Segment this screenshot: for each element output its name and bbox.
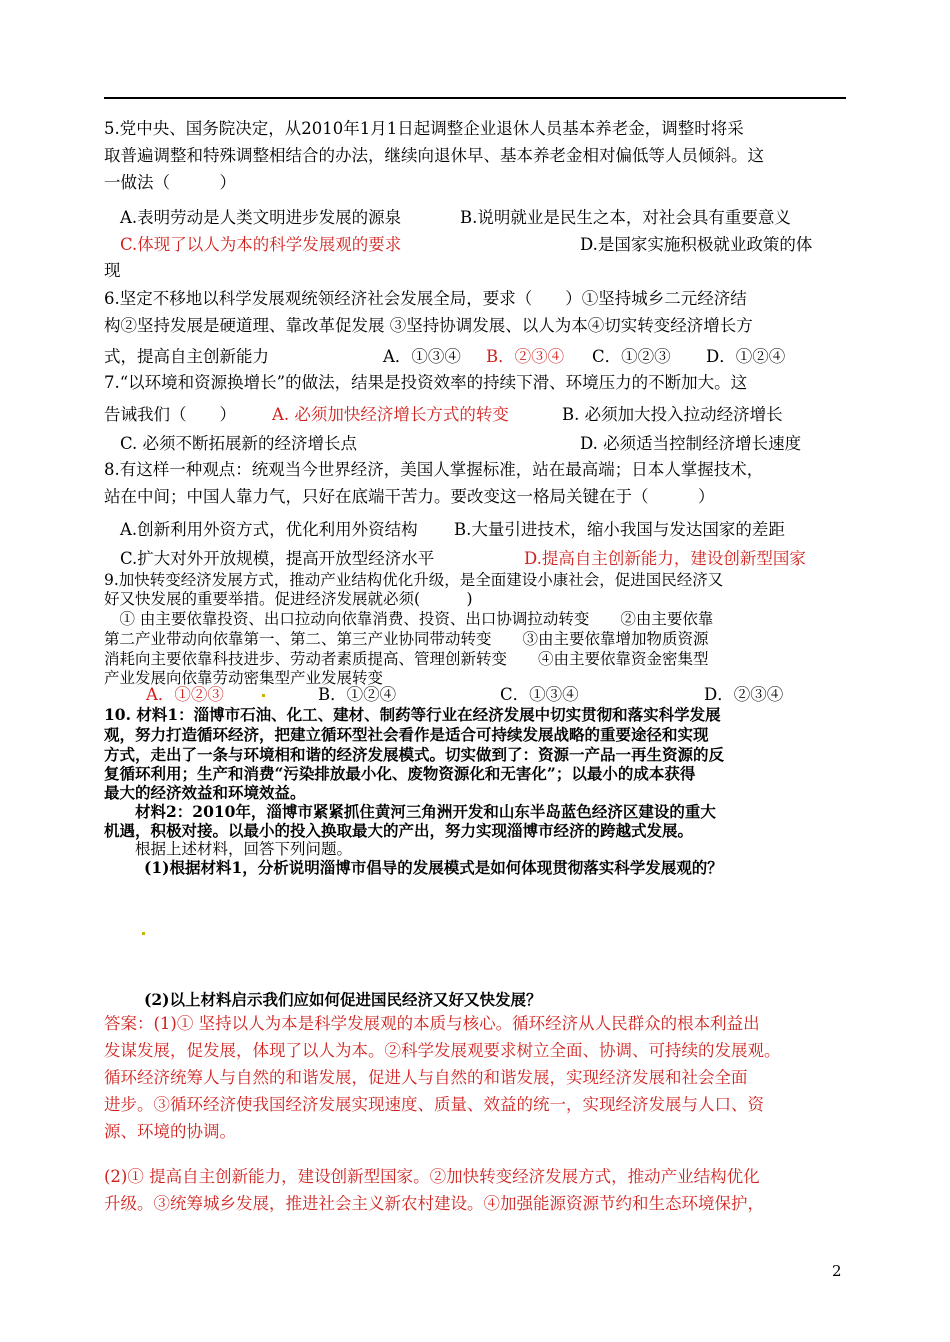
q9-option-c: C．①③④ bbox=[500, 685, 579, 704]
q10-line-1: 10. 材料1：淄博市石油、化工、建材、制药等行业在经济发展中切实贯彻和落实科学发展 bbox=[104, 705, 721, 724]
answer-part1-line-1: 答案：(1)① 坚持以人为本是科学发展观的本质与核心。循环经济从人民群众的根本利益出 bbox=[104, 1014, 760, 1033]
q6-option-b: B．②③④ bbox=[486, 347, 565, 366]
q9-option-b: B．①②④ bbox=[318, 685, 397, 704]
answer-part1-line-3: 循环经济统筹人与自然的和谐发展，促进人与自然的和谐发展，实现经济发展和社会全面 bbox=[104, 1068, 748, 1087]
header-rule bbox=[104, 97, 846, 99]
q7-option-c: C. 必须不断拓展新的经济增长点 bbox=[120, 434, 358, 453]
q6-line-3: 式，提高自主创新能力 bbox=[104, 347, 269, 366]
q10-line-5: 最大的经济效益和环境效益。 bbox=[104, 783, 306, 802]
q10-line-4: 复循环利用；生产和消费“污染排放最小化、废物资源化和无害化”；以最小的成本获得 bbox=[104, 764, 696, 783]
q9-line-1: 9.加快转变经济发展方式，推动产业结构优化升级，是全面建设小康社会，促进国民经济又 bbox=[104, 571, 724, 589]
q10-line-3: 方式，走出了一条与环境相和谐的经济发展模式。切实做到了：资源一产品一再生资源的反 bbox=[104, 745, 725, 764]
q7-option-a: A. 必须加快经济增长方式的转变 bbox=[272, 405, 509, 424]
answer-part2-line-1: (2)① 提高自主创新能力，建设创新型国家。②加快转变经济发展方式，推动产业结构优化 bbox=[104, 1167, 760, 1186]
q5-line-3: 一做法（ ） bbox=[104, 173, 236, 192]
answer-part1-line-2: 发谋发展，促发展，体现了以人为本。②科学发展观要求树立全面、协调、可持续的发展观。 bbox=[104, 1041, 781, 1060]
q6-line-1: 6.坚定不移地以科学发展观统领经济社会发展全局，要求（ ）①坚持城乡二元经济结 bbox=[104, 289, 747, 308]
q5-option-d: D.是国家实施积极就业政策的体 bbox=[580, 235, 813, 254]
q5-option-b: B.说明就业是民生之本，对社会具有重要意义 bbox=[460, 208, 791, 227]
q9-line-6: 产业发展向依靠劳动密集型产业发展转变 bbox=[104, 669, 384, 687]
q5-option-d-cont: 现 bbox=[104, 261, 121, 280]
q8-option-b: B.大量引进技术，缩小我国与发达国家的差距 bbox=[454, 520, 785, 539]
q5-line-2: 取普遍调整和特殊调整相结合的办法，继续向退休早、基本养老金相对偏低等人员倾斜。这 bbox=[104, 146, 764, 165]
q8-option-c: C.扩大对外开放规模，提高开放型经济水平 bbox=[120, 549, 435, 568]
q10-line-7: 机遇，积极对接。以最小的投入换取最大的产出，努力实现淄博市经济的跨越式发展。 bbox=[104, 821, 694, 840]
page-number: 2 bbox=[832, 1262, 842, 1280]
q7-line-1: 7.“以环境和资源换增长”的做法，结果是投资效率的持续下滑、环境压力的不断加大。这 bbox=[104, 373, 748, 392]
q6-option-d: D．①②④ bbox=[706, 347, 786, 366]
q10-line-2: 观，努力打造循环经济，把建立循环型社会看作是适合可持续发展战略的重要途径和实现 bbox=[104, 725, 709, 744]
answer-part1-line-4: 进步。③循环经济使我国经济发展实现速度、质量、效益的统一，实现经济发展与人口、资 bbox=[104, 1095, 764, 1114]
q10-sub-question-2: (2)以上材料启示我们应如何促进国民经济又好又快发展？ bbox=[144, 990, 542, 1009]
q6-option-c: C．①②③ bbox=[592, 347, 671, 366]
q8-option-a: A.创新利用外资方式，优化利用外资结构 bbox=[120, 520, 418, 539]
q5-line-1: 5.党中央、国务院决定，从2010年1月1日起调整企业退休人员基本养老金，调整时将采 bbox=[104, 119, 744, 138]
scan-dot bbox=[142, 932, 145, 935]
answer-part2-line-2: 升级。③统筹城乡发展，推进社会主义新农村建设。④加强能源资源节约和生态环境保护， bbox=[104, 1194, 764, 1213]
q5-option-c: C.体现了以人为本的科学发展观的要求 bbox=[120, 235, 402, 254]
q10-sub-question-1: (1)根据材料1，分析说明淄博市倡导的发展模式是如何体现贯彻落实科学发展观的？ bbox=[144, 858, 723, 877]
answer-part1-line-5: 源、环境的协调。 bbox=[104, 1122, 236, 1141]
q8-line-1: 8.有这样一种观点：统观当今世界经济，美国人掌握标准，站在最高端；日本人掌握技术， bbox=[104, 460, 764, 479]
q8-line-2: 站在中间；中国人靠力气，只好在底端干苦力。要改变这一格局关键在于（ ） bbox=[104, 487, 715, 506]
q9-line-2: 好又快发展的重要举措。促进经济发展就必须( ) bbox=[104, 590, 473, 608]
q9-option-a: A．①②③ bbox=[146, 685, 224, 704]
q6-line-2: 构②坚持发展是硬道理、靠改革促发展 ③坚持协调发展、以人为本④切实转变经济增长方 bbox=[104, 316, 753, 335]
q9-option-d: D．②③④ bbox=[704, 685, 784, 704]
q9-line-5: 消耗向主要依靠科技进步、劳动者素质提高、管理创新转变 ④由主要依靠资金密集型 bbox=[104, 650, 709, 668]
q6-option-a: A．①③④ bbox=[383, 347, 461, 366]
q10-line-8: 根据上述材料，回答下列问题。 bbox=[104, 840, 353, 858]
q5-option-a: A.表明劳动是人类文明进步发展的源泉 bbox=[120, 208, 402, 227]
q10-line-6: 材料2：2010年，淄博市紧紧抓住黄河三角洲开发和山东半岛蓝色经济区建设的重大 bbox=[104, 802, 716, 821]
q9-line-4: 第二产业带动向依靠第一、第二、第三产业协同带动转变 ③由主要依靠增加物质资源 bbox=[104, 630, 709, 648]
q7-option-d: D. 必须适当控制经济增长速度 bbox=[580, 434, 802, 453]
scan-dot bbox=[262, 694, 265, 697]
q7-option-b: B. 必须加大投入拉动经济增长 bbox=[562, 405, 783, 424]
q8-option-d: D.提高自主创新能力，建设创新型国家 bbox=[524, 549, 806, 568]
q7-line-2: 告诫我们（ ） bbox=[104, 405, 236, 424]
q9-line-3: ① 由主要依靠投资、出口拉动向依靠消费、投资、出口协调拉动转变 ②由主要依靠 bbox=[104, 610, 714, 628]
